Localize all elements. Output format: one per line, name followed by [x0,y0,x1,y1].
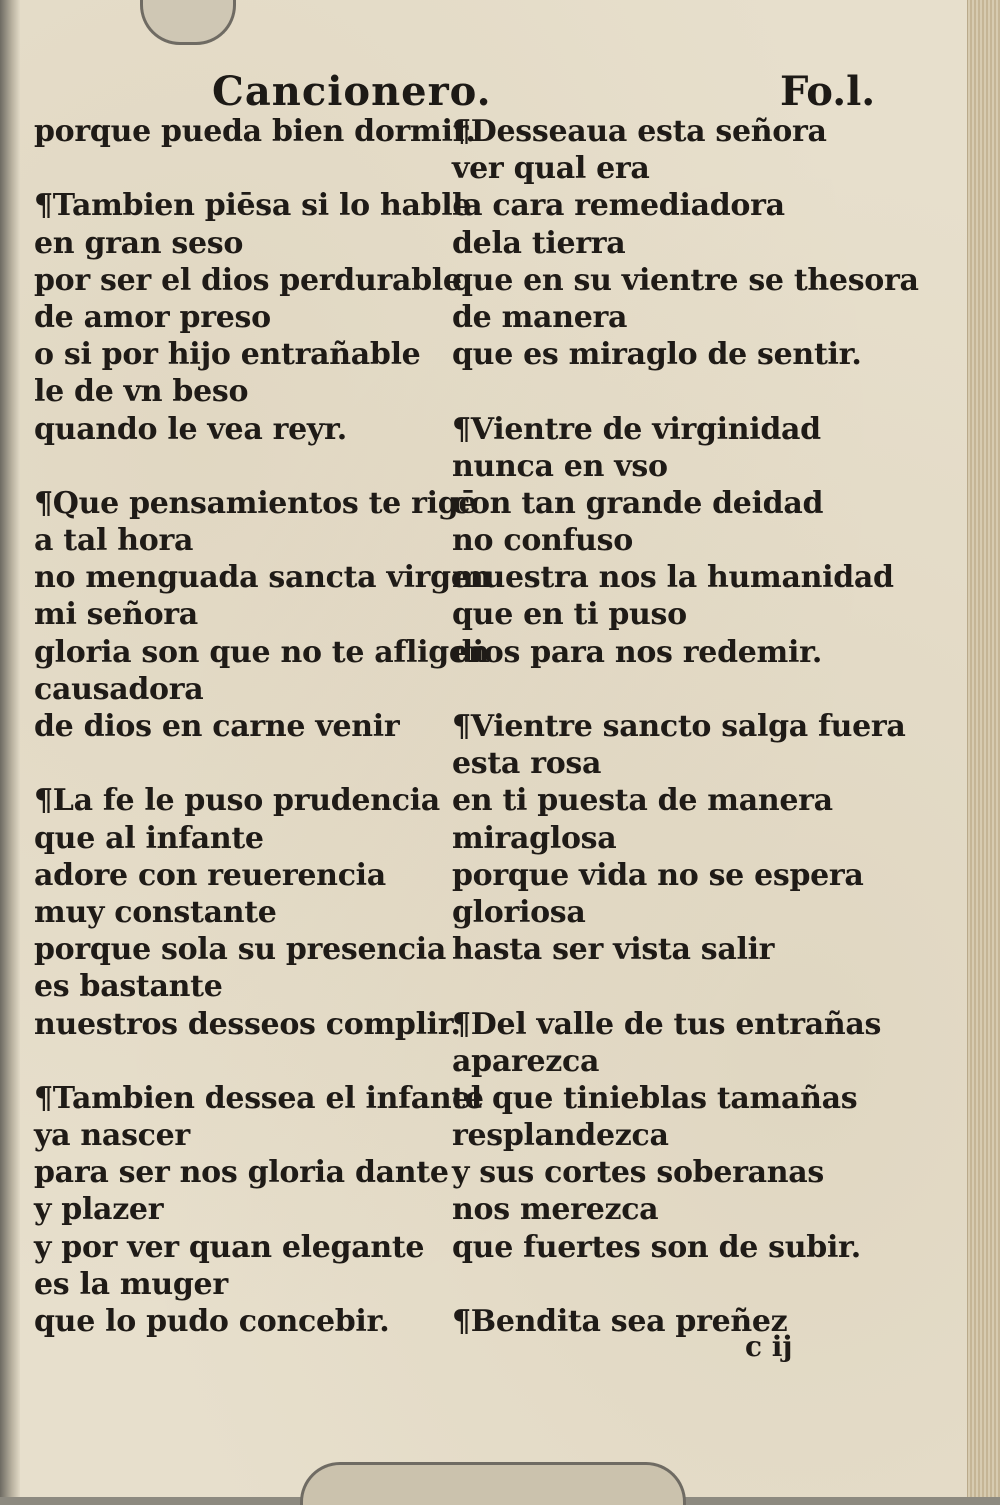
verse-line: muy constante [34,894,277,930]
verse-line [34,150,454,187]
text-column-left [34,113,492,1340]
verse-line: no menguada sancta virgen [34,560,492,596]
verse-line: para ser nos gloria dante [34,1155,449,1191]
verse-line: le de vn beso [34,374,249,410]
verse-line: causadora [34,671,204,707]
book-clasp-top [140,0,236,45]
verse-line: de dios en carne venir [34,709,400,744]
verse-line: es bastante [34,969,223,1005]
verse-line: dios para nos redemir. [452,634,822,670]
verse-line: porque vida no se espera [452,857,864,893]
verse-line: o si por hijo entrañable [34,337,421,373]
verse-line: nos merezca [452,1192,659,1228]
verse-line: que en ti puso [452,597,687,633]
verse-line: es la muger [34,1266,228,1302]
verse-line: porque sola su presencia [34,932,446,968]
book-clasp-bottom [300,1462,686,1505]
verse-line: que es miraglo de sentir. [452,337,862,373]
verse-line [452,968,872,1005]
verse-line: gloria son que no te afligen [34,634,490,670]
text-column-right [452,113,919,1340]
verse-line: y plazer [34,1192,164,1228]
verse-line: hasta ser vista salir [452,932,775,968]
verse-line: el que tinieblas tamañas [452,1080,858,1116]
verse-line: ¶Del valle de tus entrañas [452,1006,882,1042]
verse-line: ¶Vientre de virginidad [452,411,821,447]
verse-line: nunca en vso [452,448,668,484]
verse-line: aparezca [452,1043,600,1079]
running-title: Cancionero. [212,68,492,115]
verse-line: quando le vea reyr. [34,411,347,447]
folio-number: Fo.l. [780,68,876,115]
verse-line: mi señora [34,597,198,633]
verse-line: de manera [452,299,628,335]
verse-line [452,373,872,410]
verse-line: y sus cortes soberanas [452,1155,825,1191]
verse-line: resplandezca [452,1118,669,1154]
binding-gutter [0,0,20,1497]
verse-line: la cara remediadora [452,188,785,224]
verse-line: miraglosa [452,820,617,856]
verse-line: en ti puesta de manera [452,783,833,819]
verse-line: que en su vientre se thesora [452,262,919,298]
page-edges [967,0,1000,1497]
verse-line: ¶Tambien dessea el infante [34,1080,484,1116]
verse-line: de amor preso [34,299,271,335]
verse-line [34,448,454,485]
verse-line: porque pueda bien dormir. [34,114,476,149]
verse-line: ver qual era [452,151,650,187]
verse-line: ¶Vientre sancto salga fuera [452,709,906,744]
verse-line: con tan grande deidad [452,485,824,521]
verse-line: ¶Que pensamientos te rigē [34,485,478,521]
verse-line: no confuso [452,523,633,559]
verse-line: gloriosa [452,894,586,930]
verse-line: que fuertes son de subir. [452,1229,861,1265]
verse-line: nuestros desseos complir. [34,1006,461,1042]
verse-line: a tal hora [34,523,194,559]
verse-line: que lo pudo concebir. [34,1304,390,1339]
verse-line [452,1266,872,1303]
signature-mark: c ij [745,1330,793,1363]
verse-line [34,1043,454,1080]
verse-line: que al infante [34,820,264,856]
verse-line: adore con reuerencia [34,857,386,893]
verse-line: en gran seso [34,225,244,261]
verse-line: y por ver quan elegante [34,1229,425,1265]
verse-line [34,745,454,782]
verse-line: esta rosa [452,746,602,782]
verse-line: ¶Bendita sea preñez [452,1304,788,1339]
verse-line: ¶Tambien piēsa si lo hable [34,188,472,224]
verse-line: dela tierra [452,225,626,261]
verse-line: ¶Desseaua esta señora [452,114,827,149]
verse-line: ya nascer [34,1118,190,1154]
verse-line [452,671,872,708]
verse-line: por ser el dios perdurable [34,262,462,298]
verse-line: ¶La fe le puso prudencia [34,783,440,819]
verse-line: muestra nos la humanidad [452,560,894,596]
